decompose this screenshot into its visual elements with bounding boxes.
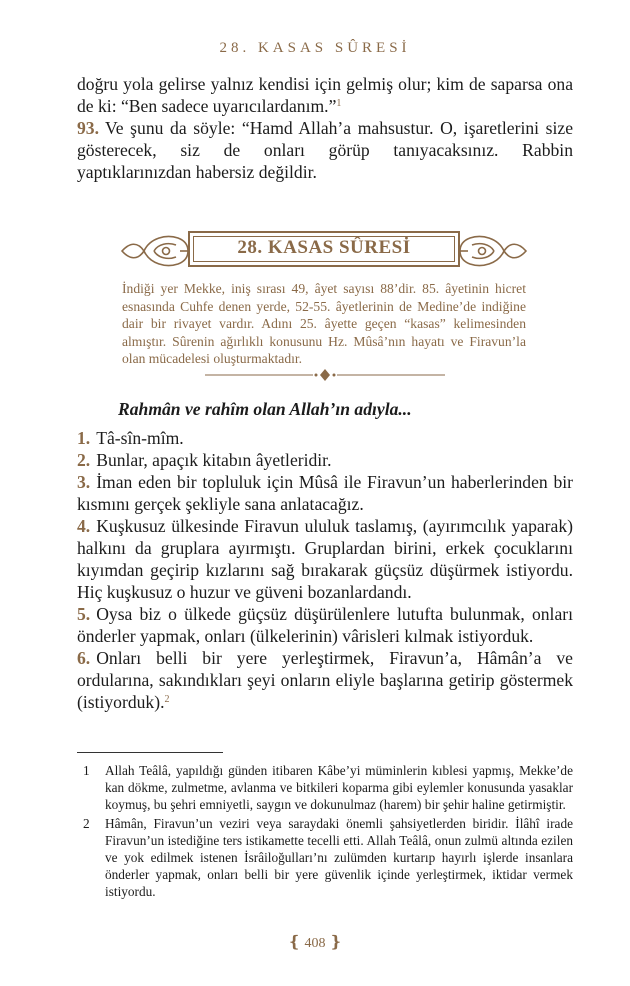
continuation-text: doğru yola gelirse yalnız kendisi için gelmiş olur; kim de saparsa ona de ki: “Ben sadece uyarıcılardanım.” (77, 74, 573, 116)
verse-5 (77, 603, 573, 647)
verse-2 (77, 449, 573, 471)
surah-title-banner (120, 228, 528, 274)
verse-number: 6. (77, 648, 91, 668)
verse-number: 4. (77, 516, 91, 536)
verse-text: Oysa biz o ülkede güçsüz düşürülenlere lutufta bulunmak, onları önderler yapmak, onları (ülkelerinin) vârisleri kılmak istiyorduk. (77, 604, 573, 646)
verse-number: 5. (77, 604, 91, 624)
left-bracket-ornament-icon: ❴ (287, 934, 301, 951)
footnote-separator (77, 752, 223, 753)
verse-6 (77, 647, 573, 713)
running-head: 28. KASAS SÛRESİ (219, 40, 411, 56)
surah-title: 28. KASAS SÛRESİ (237, 237, 411, 258)
verse-text: Ve şunu da söyle: “Hamd Allah’a mahsustur. O, işaretlerini size gösterecek, siz de onları görüp tanıyacaksınız. Rabbin yaptıklarınızdan habersiz değildir. (77, 118, 573, 182)
verse-4 (77, 515, 573, 603)
verse-number: 1. (77, 428, 91, 448)
surah-introduction: İndiği yer Mekke, iniş sırası 49, âyet sayısı 88’dir. 85. âyetinin hicret esnasında Cuhfe denen yerde, 52-55. âyetlerinin de Medine’de indiğine dair bir rivayet vardır. Adını 25. âyette geçen “kasas” kelimesinden almıştır. Sûrenin ağırlıklı konusunu Hz. Mûsâ’nın hayatı ve Firavun’la olan mücadelesi oluşturmaktadır. (122, 281, 526, 367)
footnote-text: Allah Teâlâ, yapıldığı günden itibaren Kâbe’yi müminlerin kıblesi yapmış, Mekke’de kan dökme, zulmetme, avlanma ve bitkileri koparma gibi eylemler konusunda yasaklar koymuş, bu şehri emniyetli, saygın ve dokunulmaz (harem) bir şehir haline getirmiştir. (105, 763, 573, 812)
right-ornament-icon (456, 228, 528, 274)
banner-frame (188, 231, 460, 267)
footnotes (77, 762, 573, 902)
continuation-paragraph (77, 73, 573, 117)
basmala: Rahmân ve rahîm olan Allah’ın adıyla... (118, 399, 412, 419)
verse-1 (77, 427, 573, 449)
ornamental-divider-icon (205, 368, 445, 382)
right-bracket-ornament-icon: ❵ (329, 934, 343, 951)
verse-93 (77, 117, 573, 183)
top-text-block (77, 73, 573, 183)
verse-text: İman eden bir topluluk için Mûsâ ile Firavun’un haberlerinden bir kısmını gerçek şekliyle sana anlatacağız. (77, 472, 573, 514)
footnote-1 (77, 762, 573, 813)
verse-3 (77, 471, 573, 515)
footnote-ref-2[interactable]: 2 (164, 694, 170, 705)
verse-text: Onları belli bir yere yerleştirmek, Firavun’a, Hâmân’a ve ordularına, sakındıkları şeyi onların eliyle başlarına getirip göstermek (istiyorduk). (77, 648, 573, 712)
verse-number: 2. (77, 450, 91, 470)
footnote-number: 2 (83, 816, 90, 831)
footnote-ref-1[interactable]: 1 (336, 98, 342, 109)
verse-text: Tâ-sîn-mîm. (96, 428, 184, 448)
page-number (0, 932, 630, 952)
verse-number: 3. (77, 472, 91, 492)
verses-block (77, 427, 573, 713)
verse-number: 93. (77, 118, 99, 138)
verse-text: Bunlar, apaçık kitabın âyetleridir. (96, 450, 332, 470)
footnote-text: Hâmân, Firavun’un veziri veya saraydaki önemli şahsiyetlerden biridir. İlâhî irade Firavun’un istediğine ters istikamette tecelli etti. Allah Teâlâ, onun zulmü altında ezilen ve yok edilmek istenen İsrâiloğulları’nı zulümden kurtarıp hayırlı işlerde insanlara önderler yapmak, onları belli bir yere güvenlik içinde yerleştirmek, iktidar vermek istiyordu. (105, 816, 573, 899)
footnote-number: 1 (83, 763, 90, 778)
verse-text: Kuşkusuz ülkesinde Firavun ululuk taslamış, (ayırımcılık yaparak) halkını da gruplara ayırmıştı. Gruplardan birini, erkek çocuklarını kıyımdan geçirip kızlarını sağ bırakarak güçsüz düşürmek istiyordu. Hiç kuşkusuz o huzur ve güveni bozanlardandı. (77, 516, 573, 602)
left-ornament-icon (120, 228, 192, 274)
footnote-2 (77, 815, 573, 900)
page-number-text: 408 (304, 936, 326, 951)
